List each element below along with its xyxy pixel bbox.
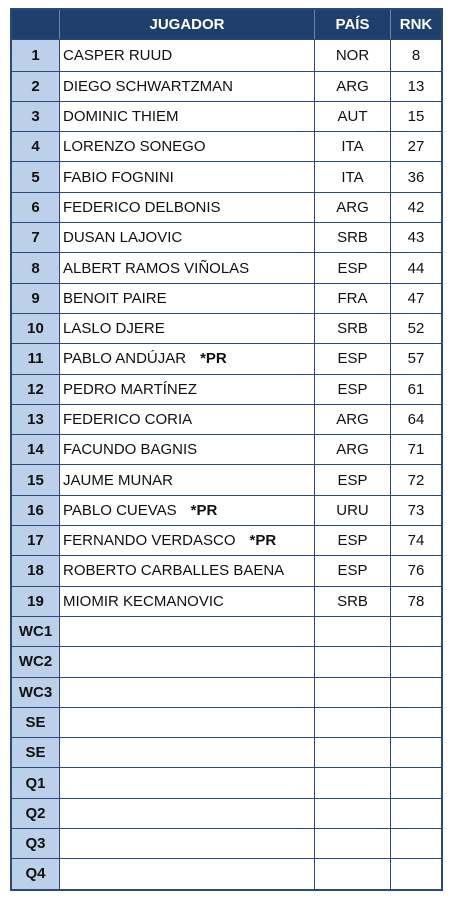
player-name: FERNANDO VERDASCO (63, 532, 236, 550)
player-rank: 76 (390, 556, 441, 585)
table-row (12, 586, 441, 616)
player-country (314, 738, 390, 767)
table-row (12, 677, 441, 707)
player-name-cell (59, 829, 314, 858)
player-country (314, 859, 390, 888)
player-country (314, 647, 390, 676)
player-rank: 72 (390, 465, 441, 494)
protected-ranking-mark: *PR (200, 350, 227, 368)
player-rank: 73 (390, 496, 441, 525)
row-number: 6 (12, 193, 59, 222)
row-number: WC3 (12, 678, 59, 707)
player-country (314, 678, 390, 707)
player-name-cell (59, 738, 314, 767)
player-name: FABIO FOGNINI (63, 168, 174, 186)
row-number: Q2 (12, 799, 59, 828)
table-row (12, 646, 441, 676)
player-name-cell (59, 72, 314, 101)
player-name: PEDRO MARTÍNEZ (63, 380, 197, 398)
player-country: ARG (314, 405, 390, 434)
table-row (12, 192, 441, 222)
row-number: 17 (12, 526, 59, 555)
row-number: 8 (12, 253, 59, 282)
player-country (314, 829, 390, 858)
player-rank (390, 799, 441, 828)
header-player: JUGADOR (59, 10, 314, 39)
table-row (12, 525, 441, 555)
player-country: FRA (314, 284, 390, 313)
player-rank: 64 (390, 405, 441, 434)
row-number: 10 (12, 314, 59, 343)
player-name-cell (59, 162, 314, 191)
player-rank: 36 (390, 162, 441, 191)
player-name: DOMINIC THIEM (63, 108, 179, 126)
row-number: Q1 (12, 768, 59, 797)
table-row (12, 40, 441, 70)
player-country (314, 708, 390, 737)
player-rank (390, 768, 441, 797)
player-rank (390, 738, 441, 767)
table-row (12, 434, 441, 464)
table-row (12, 71, 441, 101)
row-number: 5 (12, 162, 59, 191)
player-name: FACUNDO BAGNIS (63, 441, 198, 459)
player-country: NOR (314, 40, 390, 70)
player-rank: 42 (390, 193, 441, 222)
player-country: ESP (314, 253, 390, 282)
table-row (12, 828, 441, 858)
player-name-cell (59, 799, 314, 828)
row-number: 4 (12, 132, 59, 161)
row-number: SE (12, 738, 59, 767)
player-country: SRB (314, 223, 390, 252)
player-rank: 61 (390, 375, 441, 404)
player-rank: 57 (390, 344, 441, 373)
player-name-cell (59, 132, 314, 161)
player-rank: 13 (390, 72, 441, 101)
table-row (12, 374, 441, 404)
player-name: PABLO CUEVAS (63, 501, 177, 519)
player-country: ESP (314, 375, 390, 404)
player-rank (390, 617, 441, 646)
player-name-cell (59, 40, 314, 70)
player-name: DUSAN LAJOVIC (63, 229, 183, 247)
table-row (12, 161, 441, 191)
player-name: DIEGO SCHWARTZMAN (63, 77, 234, 95)
table-row (12, 404, 441, 434)
player-name-cell (59, 556, 314, 585)
player-name-cell (59, 587, 314, 616)
row-number: 19 (12, 587, 59, 616)
player-name-cell (59, 253, 314, 282)
player-rank: 71 (390, 435, 441, 464)
player-rank: 15 (390, 102, 441, 131)
player-country: AUT (314, 102, 390, 131)
player-name: BENOIT PAIRE (63, 289, 167, 307)
player-name-cell (59, 223, 314, 252)
player-rank (390, 678, 441, 707)
player-name-cell (59, 193, 314, 222)
row-number: 7 (12, 223, 59, 252)
player-name-cell (59, 405, 314, 434)
player-name-cell (59, 465, 314, 494)
table-row (12, 343, 441, 373)
protected-ranking-mark: *PR (249, 532, 277, 550)
player-rank (390, 647, 441, 676)
table-row (12, 555, 441, 585)
player-name-cell (59, 859, 314, 888)
row-number: 14 (12, 435, 59, 464)
table-row (12, 464, 441, 494)
table-row (12, 283, 441, 313)
row-number: SE (12, 708, 59, 737)
table-row (12, 252, 441, 282)
table-row (12, 767, 441, 797)
table-row (12, 313, 441, 343)
player-name-cell (59, 284, 314, 313)
row-number: 13 (12, 405, 59, 434)
player-name-cell (59, 647, 314, 676)
player-rank: 27 (390, 132, 441, 161)
row-number: 12 (12, 375, 59, 404)
player-name: LORENZO SONEGO (63, 138, 206, 156)
player-name-cell (59, 344, 314, 373)
player-name: ALBERT RAMOS VIÑOLAS (63, 259, 250, 277)
player-rank: 43 (390, 223, 441, 252)
row-number: 9 (12, 284, 59, 313)
row-number: 11 (12, 344, 59, 373)
table-row (12, 798, 441, 828)
header-rank: RNK (390, 10, 441, 39)
player-name: MIOMIR KECMANOVIC (63, 592, 224, 610)
protected-ranking-mark: *PR (190, 501, 218, 519)
table-body (12, 40, 441, 888)
table-row (12, 101, 441, 131)
player-name: JAUME MUNAR (63, 471, 174, 489)
player-country: ESP (314, 556, 390, 585)
header-country: PAÍS (314, 10, 390, 39)
player-country: ARG (314, 193, 390, 222)
player-rank: 47 (390, 284, 441, 313)
player-name: LASLO DJERE (63, 320, 165, 338)
player-rank: 8 (390, 40, 441, 70)
player-name-cell (59, 314, 314, 343)
player-name: PABLO ANDÚJAR (63, 350, 187, 368)
table-row (12, 131, 441, 161)
player-country: ESP (314, 465, 390, 494)
player-country: SRB (314, 587, 390, 616)
player-name: FEDERICO CORIA (63, 411, 193, 428)
row-number: Q4 (12, 859, 59, 888)
player-country: ARG (314, 435, 390, 464)
row-number: 16 (12, 496, 59, 525)
row-number: 1 (12, 40, 59, 70)
player-country: ESP (314, 344, 390, 373)
player-country (314, 768, 390, 797)
table-row (12, 858, 441, 888)
row-number: WC1 (12, 617, 59, 646)
player-name-cell (59, 617, 314, 646)
player-name: ROBERTO CARBALLES BAENA (63, 562, 285, 580)
player-rank: 52 (390, 314, 441, 343)
player-name: CASPER RUUD (63, 46, 173, 64)
header-number-cell (12, 10, 59, 39)
table-row (12, 616, 441, 646)
player-table (10, 8, 443, 891)
table-row (12, 222, 441, 252)
table-row (12, 495, 441, 525)
player-country: ARG (314, 72, 390, 101)
player-name-cell (59, 678, 314, 707)
player-name-cell (59, 435, 314, 464)
row-number: Q3 (12, 829, 59, 858)
row-number: WC2 (12, 647, 59, 676)
player-rank (390, 708, 441, 737)
player-rank: 44 (390, 253, 441, 282)
row-number: 2 (12, 72, 59, 101)
player-name-cell (59, 768, 314, 797)
row-number: 15 (12, 465, 59, 494)
player-rank (390, 859, 441, 888)
player-name-cell (59, 526, 314, 555)
row-number: 18 (12, 556, 59, 585)
player-name-cell (59, 102, 314, 131)
player-rank (390, 829, 441, 858)
player-name-cell (59, 375, 314, 404)
player-country: ITA (314, 162, 390, 191)
player-name-cell (59, 496, 314, 525)
player-rank: 74 (390, 526, 441, 555)
player-name: FEDERICO DELBONIS (63, 198, 221, 216)
player-country: URU (314, 496, 390, 525)
table-header (12, 10, 441, 40)
table-row (12, 737, 441, 767)
player-country (314, 799, 390, 828)
player-country: SRB (314, 314, 390, 343)
player-rank: 78 (390, 587, 441, 616)
player-country: ITA (314, 132, 390, 161)
player-name-cell (59, 708, 314, 737)
player-country: ESP (314, 526, 390, 555)
table-row (12, 707, 441, 737)
row-number: 3 (12, 102, 59, 131)
player-country (314, 617, 390, 646)
